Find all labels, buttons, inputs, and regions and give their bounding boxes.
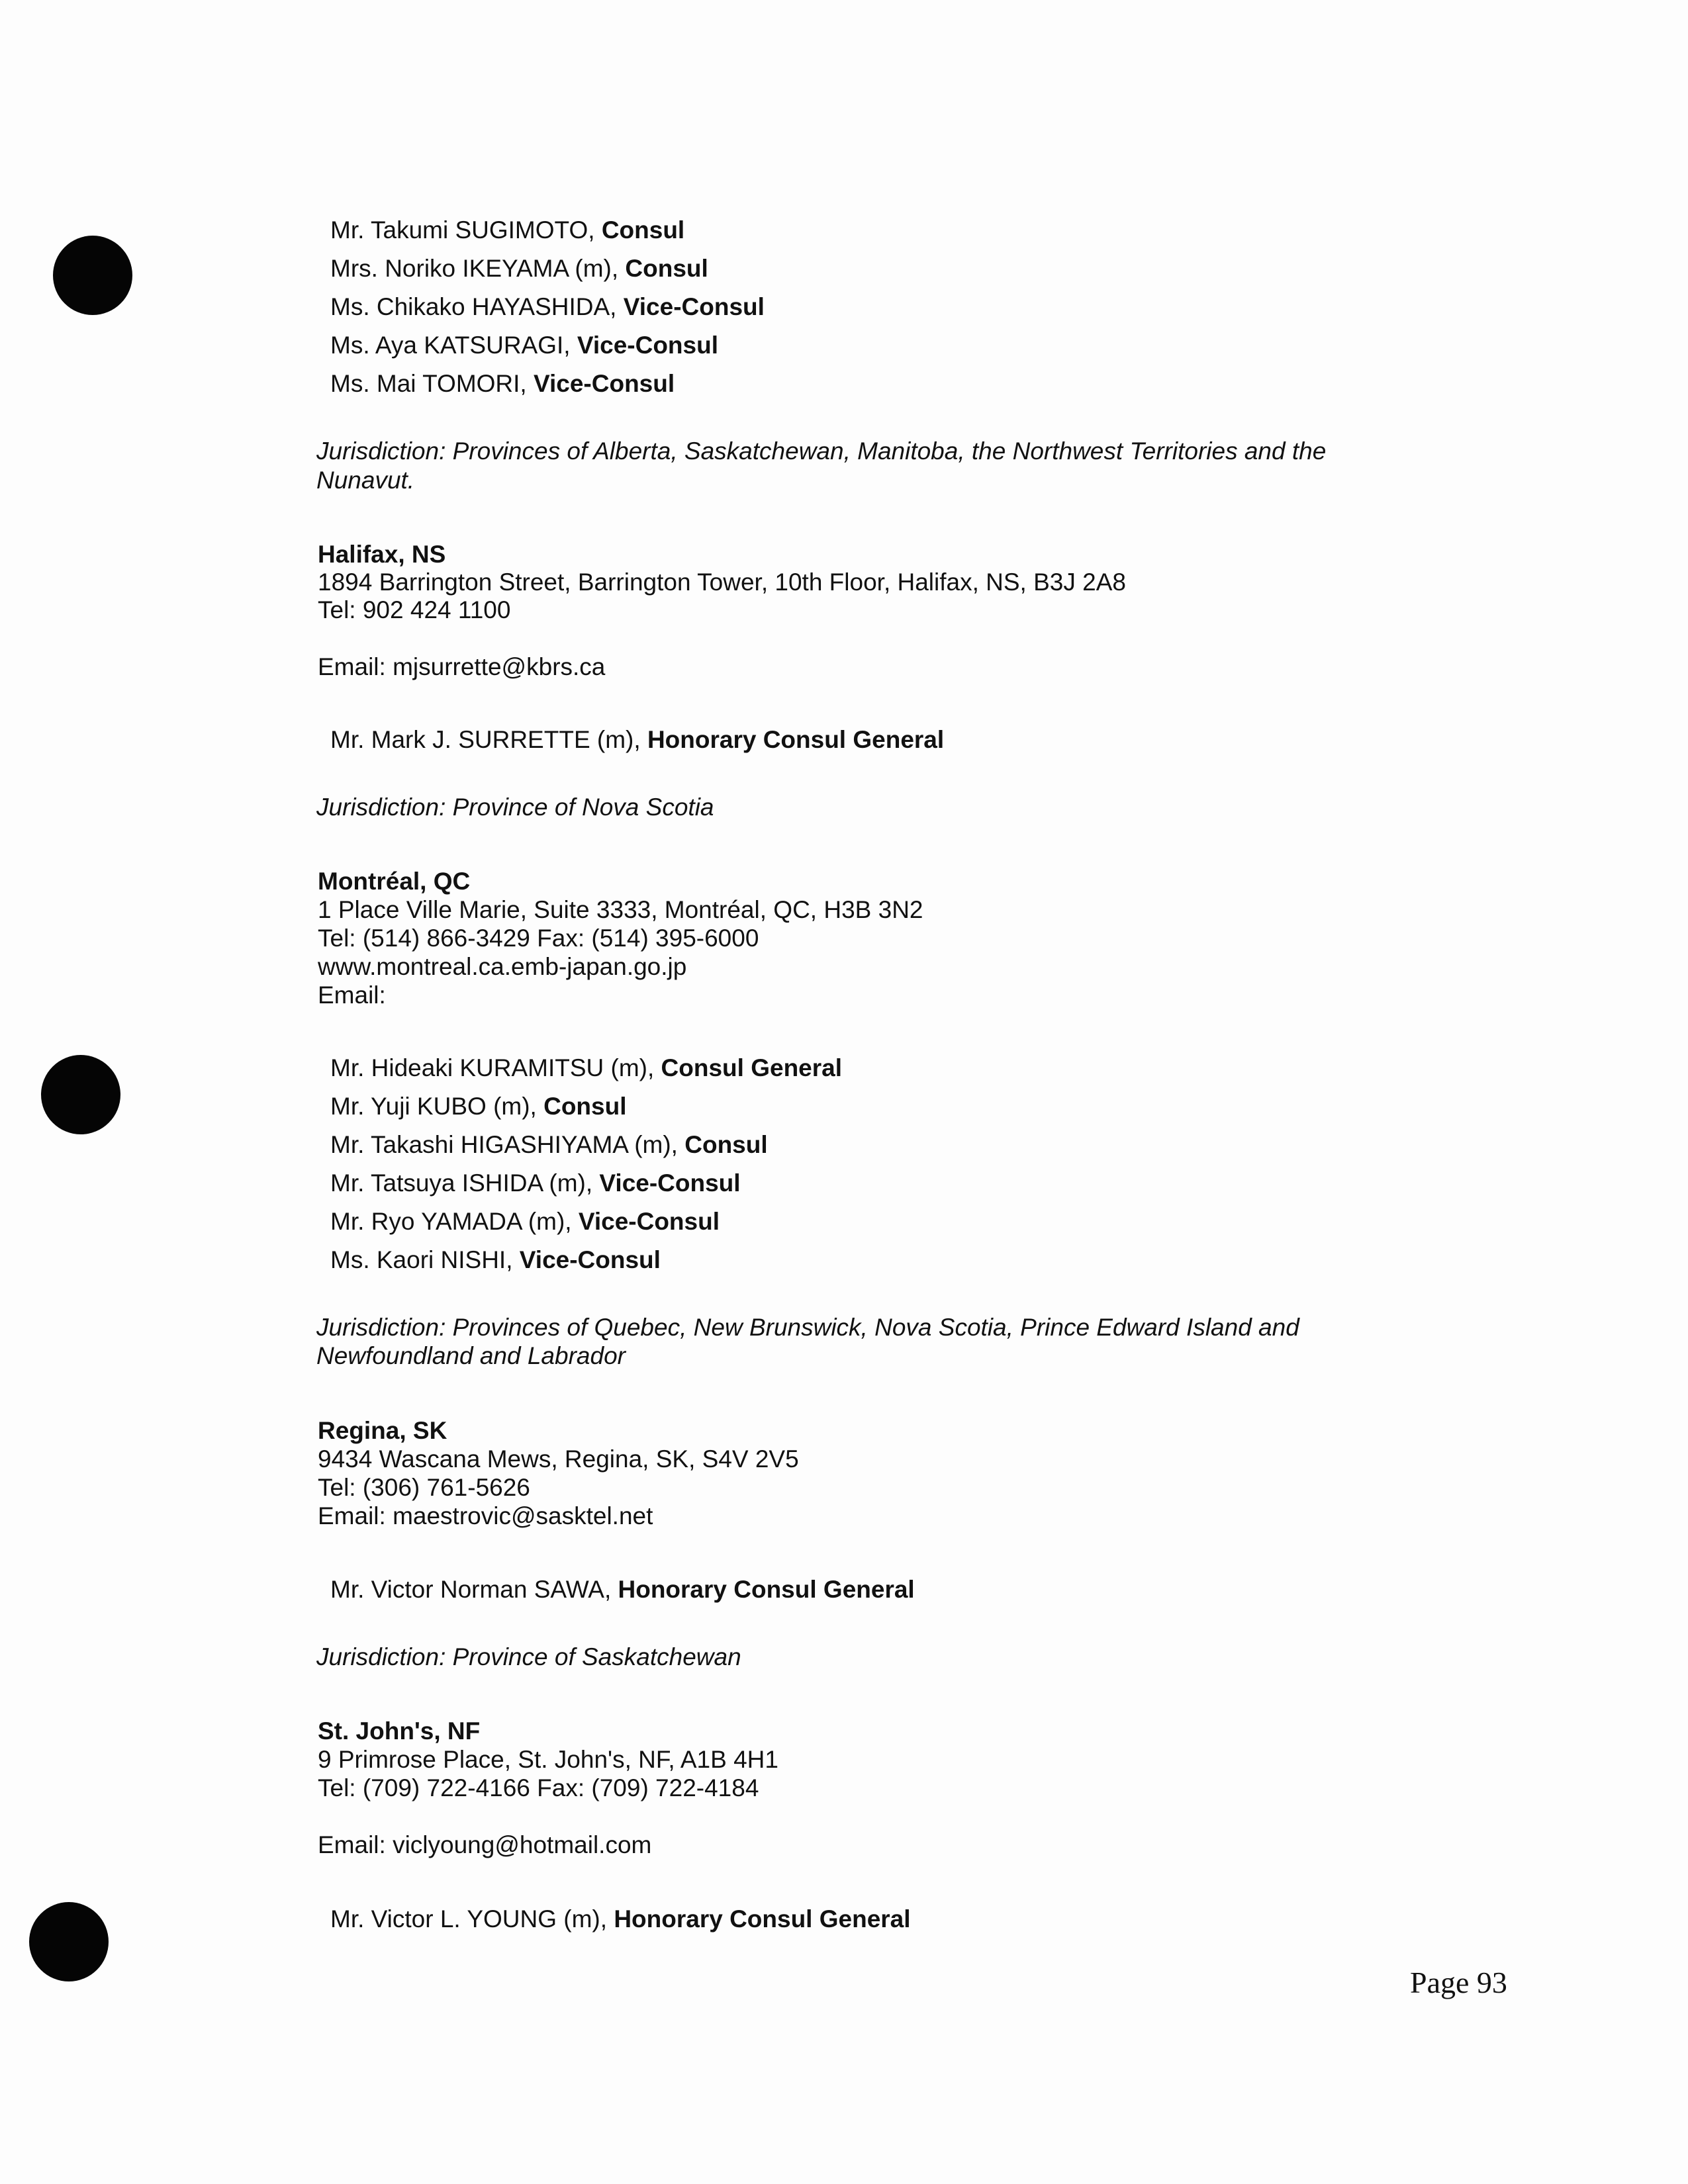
staff-name: Mr. Victor L. YOUNG (m), <box>330 1905 614 1933</box>
staff-entry <box>330 293 765 322</box>
staff-entry <box>330 216 684 245</box>
staff-title: Vice-Consul <box>519 1246 661 1273</box>
staff-name: Mr. Mark J. SURRETTE (m), <box>330 726 647 753</box>
staff-title: Consul <box>543 1093 627 1120</box>
staff-name: Ms. Mai TOMORI, <box>330 370 534 397</box>
staff-title: Honorary Consul General <box>614 1905 911 1933</box>
staff-entry <box>330 254 708 283</box>
office-email: Email: viclyoung@hotmail.com <box>318 1831 652 1858</box>
staff-name: Ms. Aya KATSURAGI, <box>330 332 577 359</box>
staff-entry <box>330 1207 720 1236</box>
staff-entry <box>330 1575 915 1604</box>
staff-entry <box>330 1054 842 1083</box>
office-address: 1 Place Ville Marie, Suite 3333, Montréal, QC, H3B 3N2 <box>318 896 923 923</box>
punch-hole-bottom <box>29 1902 109 1981</box>
punch-hole-top <box>53 236 132 315</box>
office-heading: Regina, SK <box>318 1417 447 1444</box>
office-heading: St. John's, NF <box>318 1717 481 1745</box>
punch-hole-middle <box>41 1055 120 1134</box>
staff-title: Vice-Consul <box>599 1169 741 1197</box>
staff-name: Mr. Tatsuya ISHIDA (m), <box>330 1169 600 1197</box>
jurisdiction-line: Newfoundland and Labrador <box>316 1342 626 1369</box>
staff-name: Mr. Yuji KUBO (m), <box>330 1093 544 1120</box>
office-tel: Tel: (514) 866-3429 Fax: (514) 395-6000 <box>318 925 759 952</box>
staff-name: Ms. Kaori NISHI, <box>330 1246 520 1273</box>
office-email: Email: mjsurrette@kbrs.ca <box>318 653 606 680</box>
office-heading: Montréal, QC <box>318 868 471 895</box>
office-address: 1894 Barrington Street, Barrington Tower, 10th Floor, Halifax, NS, B3J 2A8 <box>318 569 1126 596</box>
office-tel: Tel: (709) 722-4166 Fax: (709) 722-4184 <box>318 1774 759 1801</box>
page-number: Page 93 <box>1410 1966 1507 1999</box>
staff-name: Mr. Hideaki KURAMITSU (m), <box>330 1054 661 1081</box>
office-address: 9 Primrose Place, St. John's, NF, A1B 4H1 <box>318 1746 778 1773</box>
staff-name: Mrs. Noriko IKEYAMA (m), <box>330 255 626 282</box>
staff-entry <box>330 1169 741 1198</box>
staff-name: Mr. Ryo YAMADA (m), <box>330 1208 579 1235</box>
staff-title: Vice-Consul <box>623 293 765 320</box>
staff-title: Honorary Consul General <box>647 726 945 753</box>
office-website: www.montreal.ca.emb-japan.go.jp <box>318 953 687 980</box>
jurisdiction-line: Jurisdiction: Provinces of Alberta, Saskatchewan, Manitoba, the Northwest Territories and the <box>316 437 1327 465</box>
staff-entry <box>330 725 944 754</box>
staff-entry <box>330 369 675 398</box>
office-address: 9434 Wascana Mews, Regina, SK, S4V 2V5 <box>318 1445 799 1473</box>
staff-title: Consul <box>601 216 685 244</box>
jurisdiction-line: Nunavut. <box>316 467 415 494</box>
staff-name: Mr. Victor Norman SAWA, <box>330 1576 618 1603</box>
staff-title: Vice-Consul <box>578 1208 720 1235</box>
staff-title: Honorary Consul General <box>618 1576 915 1603</box>
office-email: Email: maestrovic@sasktel.net <box>318 1502 653 1529</box>
staff-title: Vice-Consul <box>577 332 718 359</box>
staff-entry <box>330 1130 768 1160</box>
staff-name: Ms. Chikako HAYASHIDA, <box>330 293 624 320</box>
staff-title: Consul General <box>661 1054 842 1081</box>
staff-entry <box>330 1092 626 1121</box>
office-email: Email: <box>318 981 386 1009</box>
office-heading: Halifax, NS <box>318 541 446 568</box>
staff-entry <box>330 1246 661 1275</box>
staff-name: Mr. Takumi SUGIMOTO, <box>330 216 602 244</box>
jurisdiction-line: Jurisdiction: Province of Saskatchewan <box>316 1643 741 1670</box>
office-tel: Tel: 902 424 1100 <box>318 596 511 623</box>
staff-title: Consul <box>684 1131 768 1158</box>
staff-title: Vice-Consul <box>533 370 675 397</box>
staff-title: Consul <box>625 255 708 282</box>
jurisdiction-line: Jurisdiction: Provinces of Quebec, New Brunswick, Nova Scotia, Prince Edward Island and <box>316 1314 1299 1341</box>
office-tel: Tel: (306) 761-5626 <box>318 1474 530 1501</box>
jurisdiction-line: Jurisdiction: Province of Nova Scotia <box>316 794 714 821</box>
staff-entry <box>330 331 718 360</box>
staff-name: Mr. Takashi HIGASHIYAMA (m), <box>330 1131 685 1158</box>
staff-entry <box>330 1905 911 1934</box>
